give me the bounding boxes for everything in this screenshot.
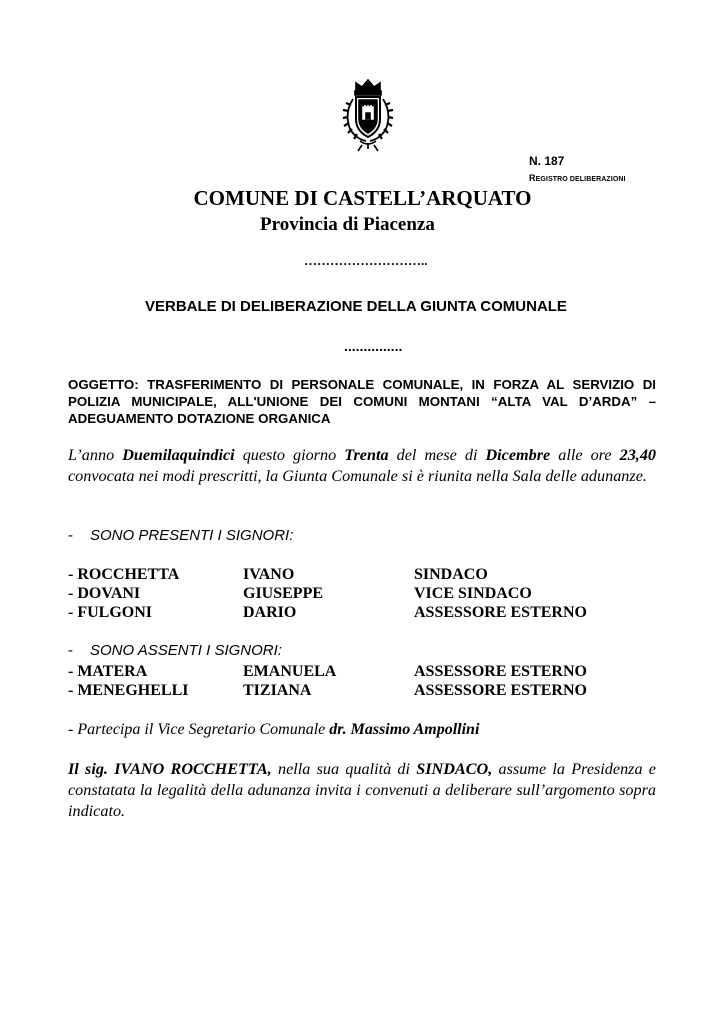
member-name: GIUSEPPE: [243, 585, 324, 602]
president-name: Il sig. IVANO ROCCHETTA,: [68, 760, 272, 778]
member-surname: - DOVANI: [68, 585, 141, 602]
member-surname: - MATERA: [68, 663, 148, 680]
member-name: IVANO: [243, 566, 295, 583]
secretary-name: dr. Massimo Ampollini: [329, 721, 480, 738]
member-surname: - ROCCHETTA: [68, 566, 180, 583]
header-separator: ………………………..: [304, 253, 428, 268]
present-heading: - SONO PRESENTI I SIGNORI:: [68, 527, 294, 544]
member-role: VICE SINDACO: [414, 585, 532, 602]
member-surname: - FULGONI: [68, 604, 152, 621]
president-role: SINDACO,: [416, 760, 493, 778]
subject-paragraph: OGGETTO: TRASFERIMENTO DI PERSONALE COMUNALE, IN FORZA AL SERVIZIO DI POLIZIA MUNICIPALE, ALL'UNIONE DEI COMUNI MONTANI “ALTA VAL D’ARDA” – ADEGUAMENTO DOTAZIONE ORGANICA: [68, 377, 656, 426]
title-separator: ...............: [344, 338, 403, 354]
participant-line: - Partecipa il Vice Segretario Comunale dr. Massimo Ampollini: [68, 721, 480, 738]
opening-paragraph: L’anno Duemilaquindici questo giorno Trenta del mese di Dicembre alle ore 23,40 convocata nei modi prescritti, la Giunta Comunale si è riunita nella Sala delle adunanze.: [68, 446, 657, 485]
member-name: EMANUELA: [243, 663, 337, 680]
member-surname: - MENEGHELLI: [68, 682, 189, 699]
absent-heading: - SONO ASSENTI I SIGNORI:: [68, 642, 282, 659]
document-title: VERBALE DI DELIBERAZIONE DELLA GIUNTA COMUNALE: [145, 298, 567, 315]
register-number: N. 187: [529, 154, 565, 168]
member-role: SINDACO: [414, 566, 488, 583]
register-caption: REGISTRO DELIBERAZIONI: [529, 173, 626, 183]
member-role: ASSESSORE ESTERNO: [414, 604, 587, 621]
municipality-name: COMUNE DI CASTELL’ARQUATO: [193, 186, 532, 210]
member-name: TIZIANA: [243, 682, 312, 699]
province-name: Provincia di Piacenza: [260, 214, 435, 235]
member-role: ASSESSORE ESTERNO: [414, 682, 587, 699]
meeting-month: Dicembre: [485, 446, 551, 464]
meeting-time: 23,40: [619, 446, 657, 464]
member-role: ASSESSORE ESTERNO: [414, 663, 587, 680]
meeting-day: Trenta: [344, 446, 389, 464]
coat-of-arms-logo: [336, 75, 400, 155]
member-name: DARIO: [243, 604, 297, 621]
presidency-paragraph: Il sig. IVANO ROCCHETTA, nella sua qualità di SINDACO, assume la Presidenza e constatata la legalità della adunanza invita i convenuti a deliberare sull’argomento sopra indicato.: [68, 760, 656, 820]
meeting-year: Duemilaquindici: [122, 446, 235, 464]
